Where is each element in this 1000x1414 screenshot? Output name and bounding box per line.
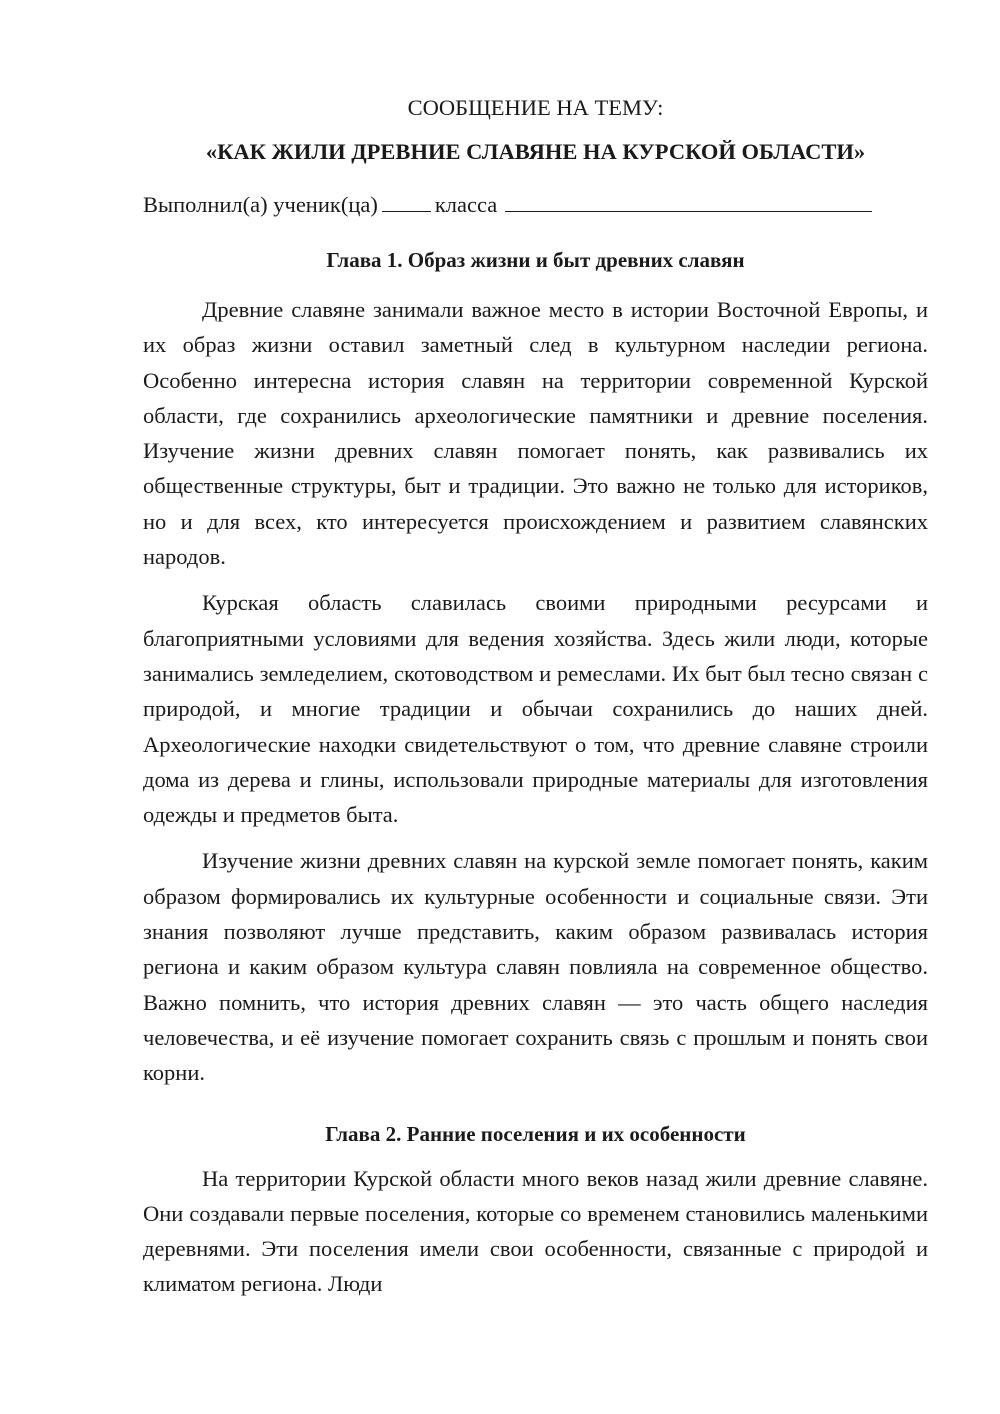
document-title-line-2: «КАК ЖИЛИ ДРЕВНИЕ СЛАВЯНЕ НА КУРСКОЙ ОБЛАСТИ»	[205, 139, 866, 164]
chapter-2-paragraph-1: На территории Курской области много веков назад жили древние славяне. Они создавали первые поселения, которые со временем становились маленькими деревнями. Эти поселения имели свои особенности, связанные с природой и климатом региона. Люди	[143, 1165, 928, 1297]
student-name-blank-field	[505, 189, 872, 212]
author-line	[143, 189, 928, 220]
author-prefix: Выполнил(а) ученик(ца)	[143, 192, 378, 217]
chapter-1-paragraph-1: Древние славяне занимали важное место в истории Восточной Европы, и их образ жизни оставил заметный след в культурном наследии региона. Особенно интересна история славян на территории современной Курской области, где сохранились археологические памятники и древние поселения. Изучение жизни древних славян помогает понять, как развивались их общественные структуры, быт и традиции. Это важно не только для историков, но и для всех, кто интересуется происхождением и развитием славянских народов.	[143, 297, 928, 570]
chapter-1-title: Глава 1. Образ жизни и быт древних славян	[326, 248, 745, 272]
grade-blank-field	[382, 189, 431, 212]
chapter-1-paragraph-3: Изучение жизни древних славян на курской земле помогает понять, каким образом формировались их культурные особенности и социальные связи. Эти знания позволяют лучше представить, каким образом развивалась история региона и каким образом культура славян повлияла на современное общество. Важно помнить, что история древних славян — это часть общего наследия человечества, и её изучение помогает сохранить связь с прошлым и понять свои корни.	[143, 848, 928, 1086]
chapter-1-paragraph-2: Курская область славилась своими природными ресурсами и благоприятными условиями для ведения хозяйства. Здесь жили люди, которые занимались земледелием, скотоводством и ремеслами. Их быт был тесно связан с природой, и многие традиции и обычаи сохранились до наших дней. Археологические находки свидетельствуют о том, что древние славяне строили дома из дерева и глины, использовали природные материалы для изготовления одежды и предметов быта.	[143, 590, 928, 828]
author-class-label: класса	[434, 192, 498, 217]
chapter-2-title: Глава 2. Ранние поселения и их особенности	[325, 1121, 746, 1146]
document-title-line-1: СООБЩЕНИЕ НА ТЕМУ:	[407, 95, 664, 120]
document-page	[143, 90, 928, 1302]
